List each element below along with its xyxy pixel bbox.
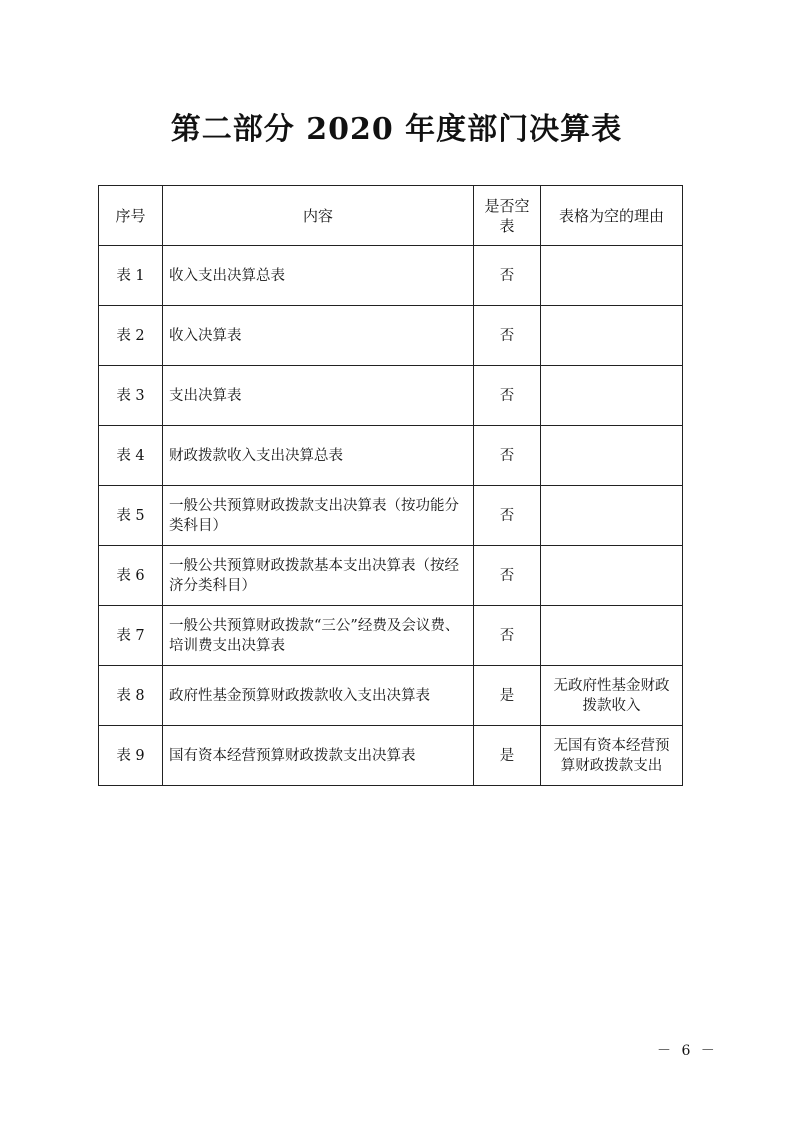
row-no: 表 9: [99, 726, 163, 786]
page-title: 第二部分 2020 年度部门决算表: [170, 112, 623, 147]
row-reason: [541, 606, 683, 666]
row-content: 一般公共预算财政拨款支出决算表（按功能分类科目）: [163, 486, 474, 546]
row-empty: 是: [474, 726, 541, 786]
table-row: [99, 726, 683, 786]
budget-tables-catalog: [98, 185, 683, 786]
row-empty: 否: [474, 606, 541, 666]
row-empty: 是: [474, 666, 541, 726]
row-no: 表 6: [99, 546, 163, 606]
row-content: 支出决算表: [163, 366, 474, 426]
table-row: [99, 606, 683, 666]
row-reason: [541, 246, 683, 306]
row-reason: [541, 426, 683, 486]
row-no: 表 7: [99, 606, 163, 666]
row-no: 表 1: [99, 246, 163, 306]
header-reason: 表格为空的理由: [541, 186, 683, 246]
header-content: 内容: [163, 186, 474, 246]
row-empty: 否: [474, 486, 541, 546]
row-reason: [541, 486, 683, 546]
row-empty: 否: [474, 306, 541, 366]
row-content: 收入支出决算总表: [163, 246, 474, 306]
row-content: 收入决算表: [163, 306, 474, 366]
row-reason: [541, 306, 683, 366]
row-no: 表 5: [99, 486, 163, 546]
row-no: 表 3: [99, 366, 163, 426]
row-content: 国有资本经营预算财政拨款支出决算表: [163, 726, 474, 786]
row-no: 表 4: [99, 426, 163, 486]
table-header-row: [99, 186, 683, 246]
table-row: [99, 666, 683, 726]
row-no: 表 8: [99, 666, 163, 726]
row-content: 财政拨款收入支出决算总表: [163, 426, 474, 486]
table-row: [99, 366, 683, 426]
table-row: [99, 486, 683, 546]
row-empty: 否: [474, 246, 541, 306]
row-empty: 否: [474, 366, 541, 426]
row-reason: [541, 366, 683, 426]
row-content: 政府性基金预算财政拨款收入支出决算表: [163, 666, 474, 726]
table-row: [99, 426, 683, 486]
page-number: － 6 －: [657, 1043, 718, 1059]
table-row: [99, 546, 683, 606]
row-no: 表 2: [99, 306, 163, 366]
row-reason: 无政府性基金财政拨款收入: [541, 666, 683, 726]
table-row: [99, 246, 683, 306]
row-reason: 无国有资本经营预算财政拨款支出: [541, 726, 683, 786]
table-row: [99, 306, 683, 366]
header-no: 序号: [99, 186, 163, 246]
row-content: 一般公共预算财政拨款基本支出决算表（按经济分类科目）: [163, 546, 474, 606]
row-empty: 否: [474, 546, 541, 606]
row-empty: 否: [474, 426, 541, 486]
row-reason: [541, 546, 683, 606]
header-empty: 是否空表: [474, 186, 541, 246]
row-content: 一般公共预算财政拨款“三公”经费及会议费、培训费支出决算表: [163, 606, 474, 666]
